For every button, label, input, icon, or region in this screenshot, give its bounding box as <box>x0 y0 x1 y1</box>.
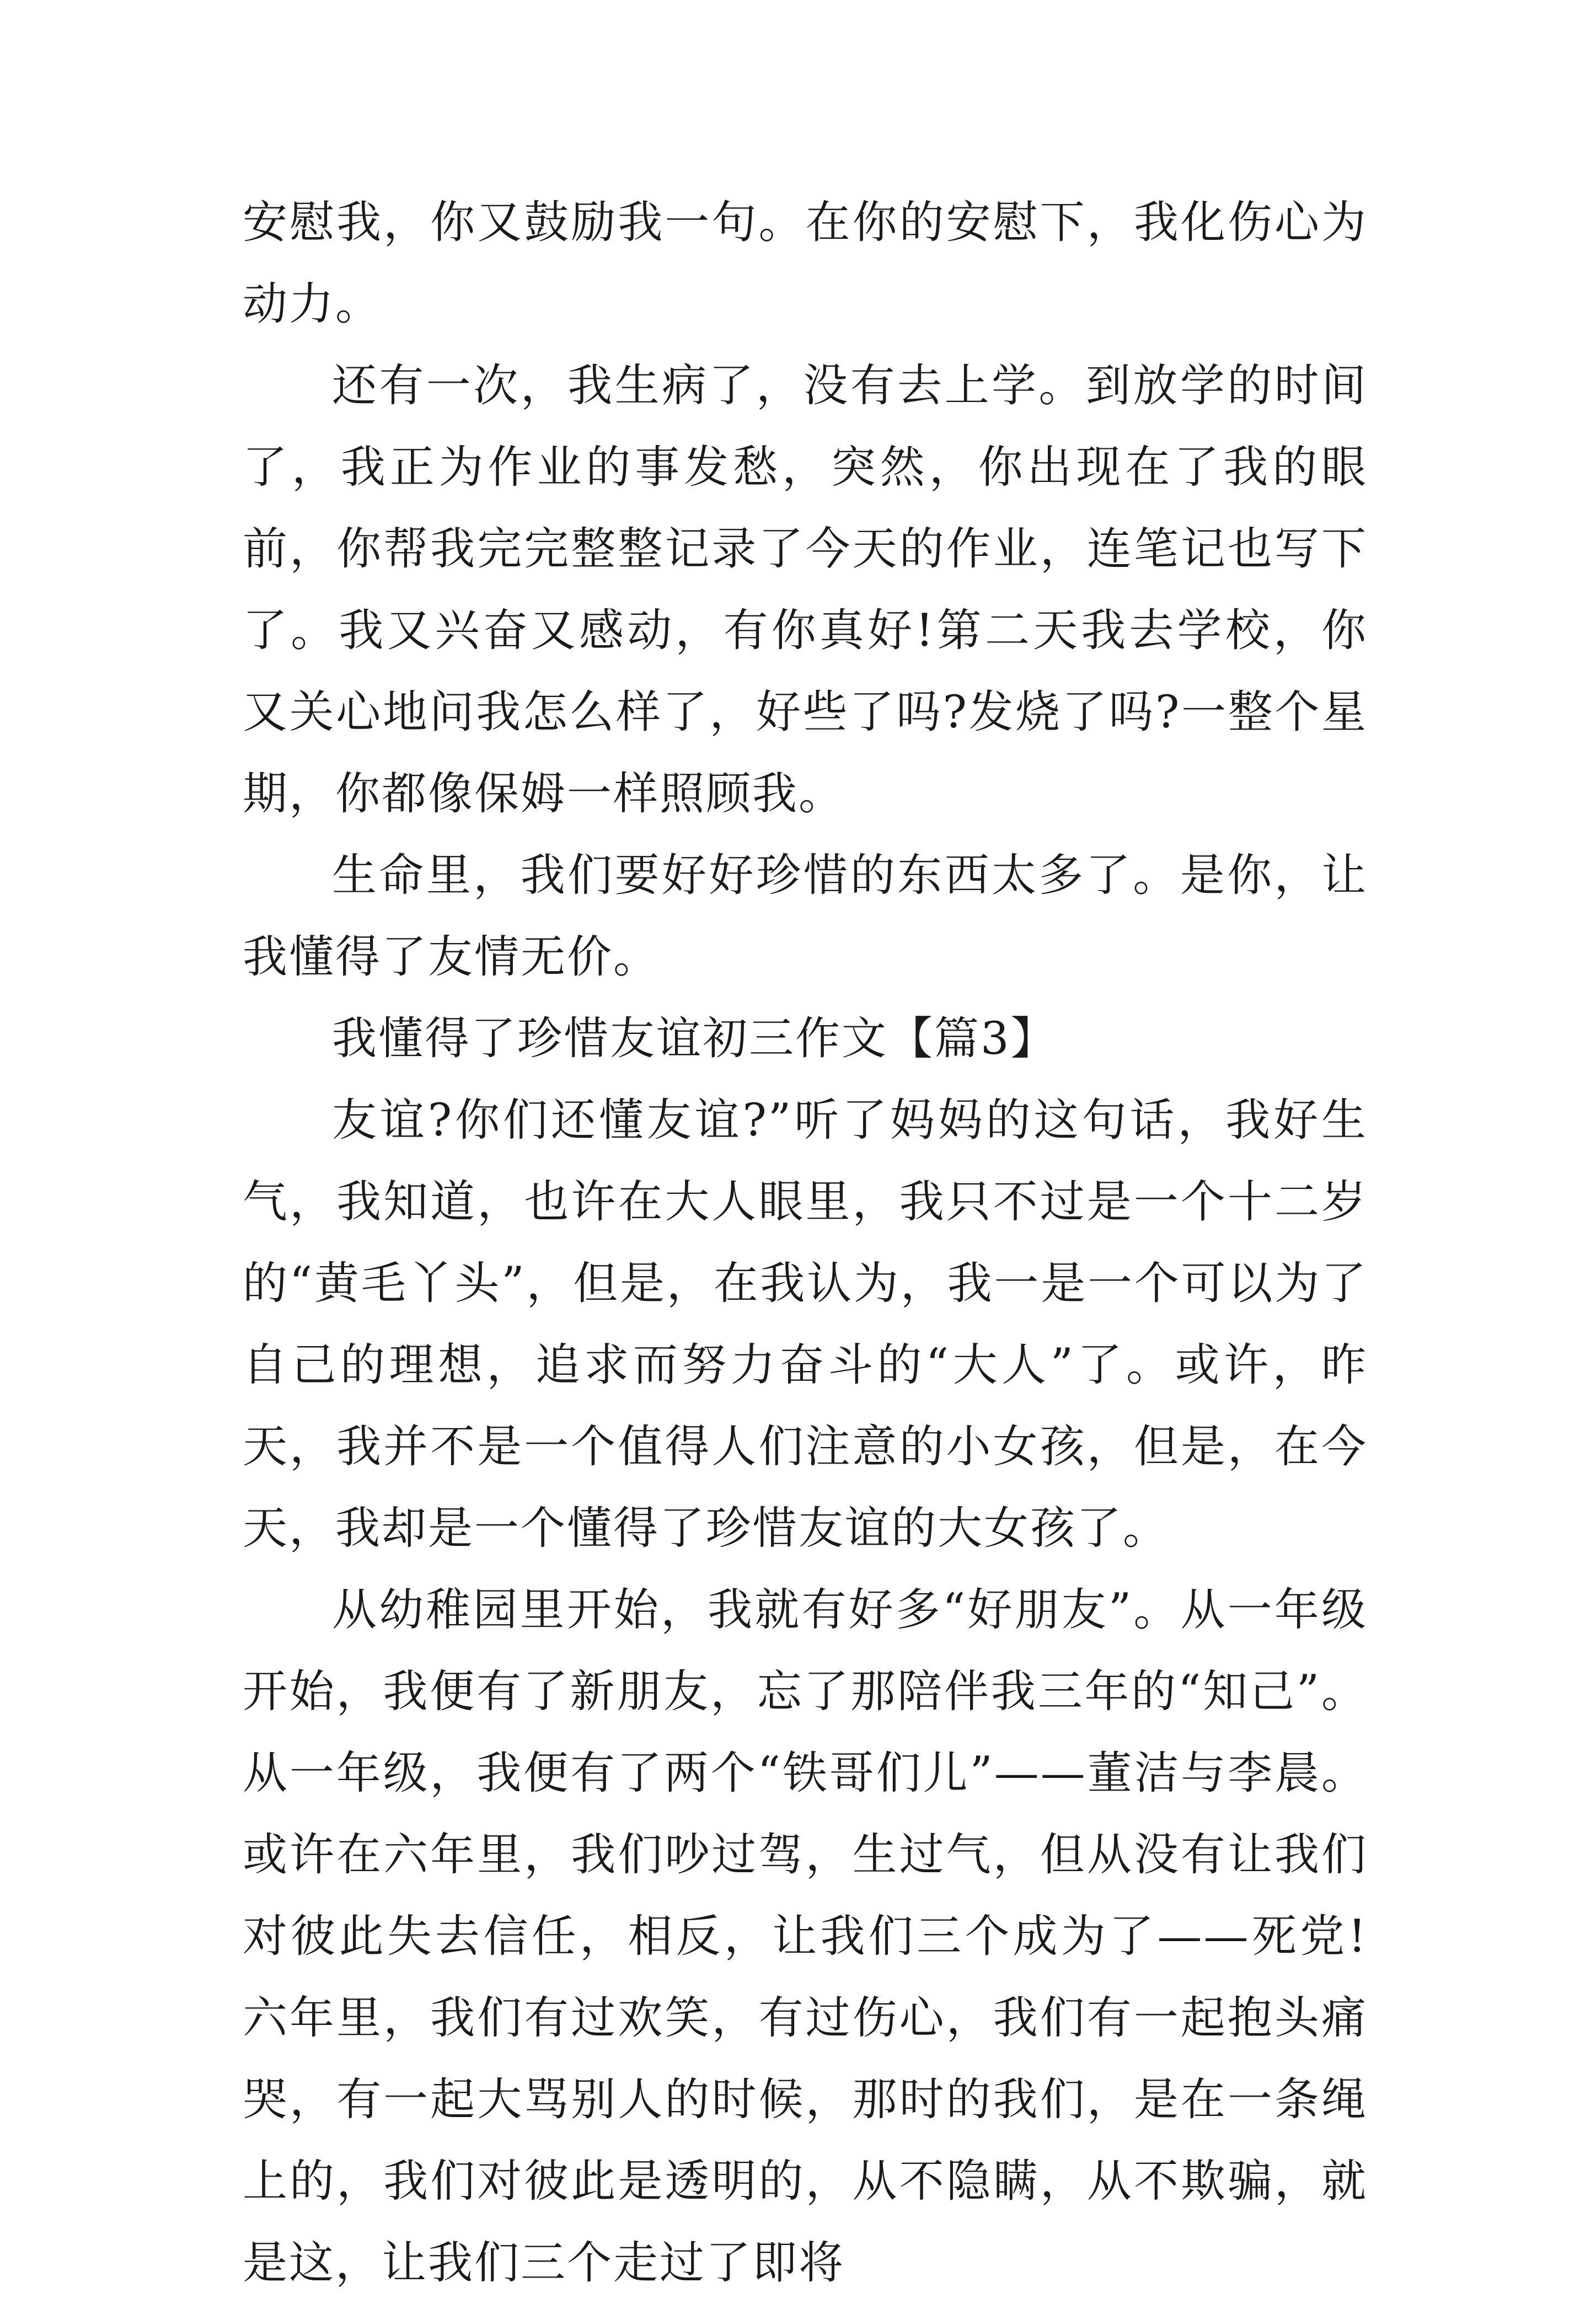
paragraph-4: 友谊?你们还懂友谊?”听了妈妈的这句话，我好生气，我知道，也许在大人眼里，我只不过是一个十二岁的“黄毛丫头”，但是，在我认为，我一是一个可以为了自己的理想，追求而努力奋斗的“大人”了。或许，昨天，我并不是一个值得人们注意的小女孩，但是，在今天，我却是一个懂得了珍惜友谊的大女孩了。 <box>243 1095 1368 1555</box>
paragraph-2: 还有一次，我生病了，没有去上学。到放学的时间了，我正为作业的事发愁，突然，你出现在了我的眼前，你帮我完完整整记录了今天的作业，连笔记也写下了。我又兴奋又感动，有你真好!第二天我去学校，你又关心地问我怎么样了，好些了吗?发烧了吗?一整个星期，你都像保姆一样照顾我。 <box>243 360 1368 820</box>
paragraph-1: 安慰我，你又鼓励我一句。在你的安慰下，我化伤心为动力。 <box>243 197 1368 330</box>
section-heading: 我懂得了珍惜友谊初三作文【篇3】 <box>332 1013 1057 1065</box>
paragraph-3: 生命里，我们要好好珍惜的东西太多了。是你，让我懂得了友情无价。 <box>243 850 1368 983</box>
paragraph-5: 从幼稚园里开始，我就有好多“好朋友”。从一年级开始，我便有了新朋友，忘了那陪伴我三年的“知己”。从一年级，我便有了两个“铁哥们儿”——董洁与李晨。或许在六年里，我们吵过驾，生过气，但从没有让我们对彼此失去信任，相反，让我们三个成为了——死党!六年里，我们有过欢笑，有过伤心，我们有一起抱头痛哭，有一起大骂别人的时候，那时的我们，是在一条绳上的，我们对彼此是透明的，从不隐瞒，从不欺骗，就是这，让我们三个走过了即将 <box>243 1584 1368 2289</box>
body-text <box>243 182 1368 2304</box>
